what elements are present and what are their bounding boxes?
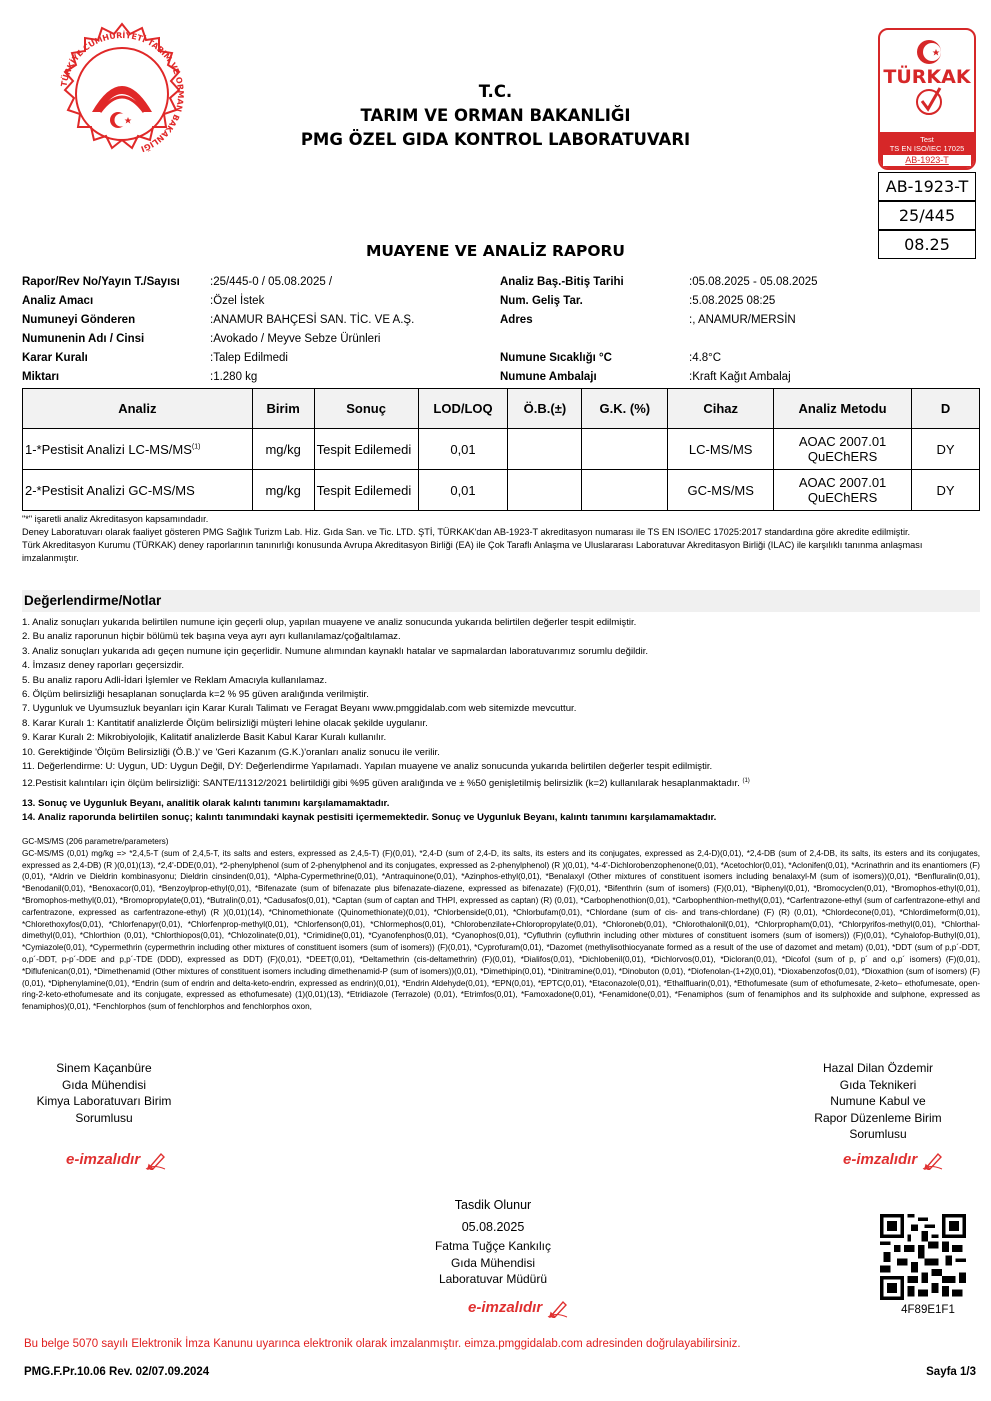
signer-title: Gıda Mühendisi: [450, 1255, 536, 1270]
form-code: PMG.F.Pr.10.06 Rev. 02/07.09.2024: [24, 1366, 210, 1378]
info-row: [22, 349, 502, 368]
method-line: AOAC 2007.01: [798, 434, 887, 449]
info-value: :Avokado / Meyve Sebze Ürünleri: [210, 333, 381, 345]
info-row: [22, 368, 502, 387]
note-line: "*" işaretli analiz Akreditasyon kapsamındadır.: [22, 514, 209, 524]
signature-center: [400, 1194, 586, 1288]
info-row: [500, 273, 980, 292]
eimza-label: e-imzalıdır: [843, 1151, 918, 1169]
cell-text: 1-*Pestisit Analizi LC-MS/MS: [25, 441, 192, 457]
eimza-stamp-right: [843, 1150, 944, 1170]
info-label: Analiz Amacı: [22, 295, 94, 307]
turkak-standard: TS EN ISO/IEC 17025: [889, 144, 965, 153]
accreditation-notes: [22, 513, 980, 565]
info-label: Numune Ambalajı: [500, 371, 597, 383]
eval-item: 7. Uygunluk ve Uyumsuzluk beyanları için Karar Kuralı Talimatı ve Feragat Beyanı www.pmggidalab.com web sitemizde mevcuttur.: [22, 703, 577, 715]
signer-name: Fatma Tuğçe Kankılıç: [434, 1239, 552, 1253]
cell-text: 2-*Pestisit Analizi GC-MS/MS: [25, 482, 195, 498]
info-label: Numune Sıcaklığı °C: [500, 352, 612, 364]
table-row: [23, 429, 980, 470]
info-label: Analiz Baş.-Bitiş Tarihi: [500, 276, 624, 288]
report-title: MUAYENE VE ANALİZ RAPORU: [365, 242, 626, 260]
info-row: [500, 330, 980, 349]
cell-analiz: [23, 429, 253, 470]
info-row: [500, 292, 980, 311]
info-value: :Talep Edilmedi: [210, 352, 288, 364]
cell-cihaz: LC-MS/MS: [668, 429, 774, 470]
accreditation-box-date: 08.25: [878, 230, 976, 259]
info-row: [22, 311, 502, 330]
cell-d: DY: [912, 429, 980, 470]
col-header: Sonuç: [314, 389, 418, 429]
info-label: Rapor/Rev No/Yayın T./Sayısı: [22, 276, 180, 288]
info-value: :Özel İstek: [210, 295, 265, 307]
info-value: :05.08.2025 - 05.08.2025: [689, 276, 818, 288]
col-header: Analiz: [23, 389, 253, 429]
pen-icon: [922, 1150, 944, 1170]
signer-name: Sinem Kaçanbüre: [56, 1061, 152, 1075]
info-label: Num. Geliş Tar.: [500, 295, 583, 307]
eimza-label: e-imzalıdır: [66, 1151, 141, 1169]
turkak-accreditation-logo: [878, 28, 976, 170]
qr-code-icon[interactable]: [880, 1214, 966, 1300]
info-value: :ANAMUR BAHÇESİ SAN. TİC. VE A.Ş.: [210, 314, 415, 326]
col-header: Analiz Metodu: [774, 389, 912, 429]
e-signature-notice: Bu belge 5070 sayılı Elektronik İmza Kanunu uyarınca elektronik olarak imzalanmıştır. eimza.pmggidalab.com adresinden doğrulayabilirsiniz.: [24, 1338, 741, 1350]
gc-parameter-list: [22, 836, 980, 1013]
eval-item: 11. Değerlendirme: U: Uygun, UD: Uygun Değil, DY: Değerlendirme Yapılamadı. Yapılan muayene ve analiz sonucunda yukarıda belirtilen değerler tespit edilmiştir.: [22, 761, 713, 773]
qr-code-label: 4F89E1F1: [901, 1304, 955, 1316]
col-header: D: [912, 389, 980, 429]
signer-role: Laboratuvar Müdürü: [438, 1272, 548, 1286]
cell-analiz: [23, 470, 253, 511]
eval-item: 2. Bu analiz raporunun hiçbir bölümü tek başına veya ayrı ayrı kullanılamaz/çoğaltılamaz.: [22, 631, 401, 643]
signer-name: Hazal Dilan Özdemir: [822, 1061, 934, 1075]
signature-left: [24, 1060, 184, 1126]
cell-d: DY: [912, 470, 980, 511]
eval-item-text: 12.Pestisit kalıntıları için ölçüm belirsizliği: SANTE/11312/2021 belirtildiği gibi %95 güven aralığında ve ± %50 genişletilmiş belirsizlik (k=2) kullanılarak hesaplanmaktadır.: [22, 778, 740, 790]
approval-date: 05.08.2025: [461, 1220, 525, 1234]
cell-ob: [508, 470, 582, 511]
table-header-row: [23, 389, 980, 429]
eimza-label: e-imzalıdır: [468, 1299, 543, 1317]
eimza-stamp-left: [66, 1150, 167, 1170]
eval-item: 5. Bu analiz raporu Adli-İdari İşlemler ve Reklam Amacıyla kullanılamaz.: [22, 674, 327, 686]
cell-lod: 0,01: [418, 470, 508, 511]
eimza-stamp-center: [468, 1298, 569, 1318]
cell-metod: [774, 429, 912, 470]
info-left: [22, 273, 502, 387]
info-right: [500, 273, 980, 387]
cell-ob: [508, 429, 582, 470]
note-line: Deney Laboratuvarı olarak faaliyet gösteren PMG Sağlık Turizm Lab. Hiz. Gıda San. ve Tic. LTD. ŞTİ, TÜRKAK'dan AB-1923-T akreditasyon numarası ile TS EN ISO/IEC 17025:2017 standardına göre akredite edilmiştir.: [22, 527, 911, 537]
cell-sonuc: Tespit Edilemedi: [314, 429, 418, 470]
signer-role: Kimya Laboratuvarı Birim: [36, 1094, 172, 1108]
eval-item: 6. Ölçüm belirsizliği hesaplanan sonuçlarda k=2 % 95 güven aralığında verilmiştir.: [22, 689, 369, 701]
header-line-lab: PMG ÖZEL GIDA KONTROL LABORATUVARI: [300, 130, 691, 149]
eval-item: 3. Analiz sonuçları yukarıda adı geçen numune için geçerlidir. Numune alımından kaynaklı hatalar ve sapmalardan laboratuvarımız sorumlu değildir.: [22, 645, 649, 657]
info-value: :5.08.2025 08:25: [689, 295, 776, 307]
method-line: AOAC 2007.01: [798, 475, 887, 490]
info-value: :25/445-0 / 05.08.2025 /: [210, 276, 333, 288]
info-row: [500, 349, 980, 368]
eval-bold-item: 13. Sonuç ve Uygunluk Beyanı, analitik olarak kalıntı tanımını karşılamamaktadır.: [22, 798, 390, 810]
signer-title: Gıda Mühendisi: [61, 1077, 147, 1092]
info-label: Karar Kuralı: [22, 352, 88, 364]
eval-bold-item: 14. Analiz raporunda belirtilen sonuç; kalıntı tanımındaki kaynak pestisiti içermemektedir. Sonuç ve Uygunluk Beyanı, kalıntı tanımını karşılamamaktadır.: [22, 812, 717, 824]
footnote-ref: (1): [191, 443, 201, 451]
signer-role: Rapor Düzenleme Birim: [814, 1110, 942, 1125]
info-label: Numuneyi Gönderen: [22, 314, 136, 326]
eval-item: 10. Gerektiğinde 'Ölçüm Belirsizliği (Ö.B.)' ve 'Geri Kazanım (G.K.)'oranları analiz sonucu ile verilir.: [22, 746, 440, 758]
results-table: [22, 388, 980, 511]
turkak-code: AB-1923-T: [883, 155, 971, 166]
col-header: Ö.B.(±): [508, 389, 582, 429]
table-row: [23, 470, 980, 511]
info-value: :1.280 kg: [210, 371, 258, 383]
footnote-ref: (1): [742, 778, 750, 785]
header-line-tc: T.C.: [478, 82, 513, 101]
svg-text:TÜRKİYE CUMHURİYETİ TARIM VE O: TÜRKİYE CUMHURİYETİ TARIM VE ORMAN BAKANLIĞI: [59, 30, 186, 154]
page-number: Sayfa 1/3: [926, 1366, 976, 1378]
cell-metod: [774, 470, 912, 511]
info-row: [22, 273, 502, 292]
cell-gk: [582, 470, 668, 511]
method-line: QuEChERS: [807, 490, 878, 505]
signer-role: Sorumlusu: [75, 1110, 133, 1125]
accreditation-box-report: 25/445: [878, 201, 976, 230]
col-header: Cihaz: [668, 389, 774, 429]
info-row: [22, 292, 502, 311]
col-header: Birim: [252, 389, 314, 429]
info-label: Miktarı: [22, 371, 60, 383]
cell-cihaz: GC-MS/MS: [668, 470, 774, 511]
info-value: :4.8°C: [689, 352, 722, 364]
note-line: Türk Akreditasyon Kurumu (TÜRKAK) deney raporlarının tanınırlığı konusunda Avrupa Akreditasyon Birliği (EA) ile Çok Taraflı Anlaşma ve Uluslararası Laboratuvar Akreditasyon Birliği (ILAC) ile karşılıklı tanınma anlaşması imzalanmıştır.: [22, 540, 923, 563]
eval-item: [22, 774, 980, 792]
signer-role: Numune Kabul ve: [830, 1094, 926, 1108]
info-row: [500, 368, 980, 387]
info-value: :Kraft Kağıt Ambalaj: [689, 371, 791, 383]
info-row: [22, 330, 502, 349]
info-label: Adres: [500, 314, 533, 326]
cell-birim: mg/kg: [252, 470, 314, 511]
turkak-brand: TÜRKAK: [883, 66, 971, 88]
pen-icon: [547, 1298, 569, 1318]
info-label: Numunenin Adı / Cinsi: [22, 333, 145, 345]
info-label: [500, 330, 689, 349]
gc-text: GC-MS/MS (0,01) mg/kg => *2,4,5-T (sum of 2,4,5-T, its salts and esters, expressed as 2,4,5-T) (F)(0,01), *2,4-D (sum of 2,4-D, its salts, its esters and its conjugates, expressed as 2,4-D)(0,01), *2,4-DB (sum of 2,4-DB, its salts, its esters and its conjugates, expressed as 2,4-DB) (R )(0,01)(13), *2,4'-DDE(0,01), *2-phenylphenol (sum of 2-phenylphenol and its conjugates, expressed as 2-phenylphenol) (R )(0,01), *4-4'-Dichlorobenzophenone(0,01), *Acetochlor(0,01), *Aclonifen(0,01), *Acrinathrin and its enantiomers (F)(0,01), *Aldrin ve Dieldrin kombinasyonu; Dieldrin cinsinden(0,01), *Alpha-Cypermethrine(0,01), *Antraquinone(0,01), *Azinphos-ethyl(0,01), *Benalaxyl (Other mixtures of constituent isomers including benalaxyl-M (sum of isomers))(0,01), *Benfluralin(0,01), *Benodanil(0,01), *Benoxacor(0,01), *Benzoylprop-ethyl(0,01), *Bifenazate (sum of bifenazate plus bifenazate-diazene, expressed as bifenazate) (F)(0,01), *Bifenthrin (sum of isomers) (F)(0,01), *Biphenyl(0,01), *Bromocyclen(0,01), *Bromophos-ethyl(0,01), *Bromophos-methyl(0,01), *Bromopropylate(0,01), *Butralin(0,01), *Cadusafos(0,01), *Captan (sum of captan and THPI, expressed as captan) (R) (0,01), *Carbophenothion(0,01), *Carbophenthion-methyl(0,01), *Carfentrazone-ethyl (sum of carfentrazone-ethyl and carfentrazone, expressed as carfentrazone-ethyl) (R )(0,01)(14), *Chinomethionate (Quinomethionate)(0,01), *Chlorbenside(0,01), *Chlorbufam(0,01), *Chlordane (sum of cis- and trans-chlordane) (F) (R) (0,01), *Chlordecone(0,01), *Chlordimeform(0,01), *Chlorethoxyfos(0,01), *Chlorfenapyr(0,01), *Chlorfenprop-methyl(0,01), *Chlorfenson(0,01), *Chlormephos(0,01), *Chlorobenzilate+Chloropropylate(0,01), *Chloroneb(0,01), *Chlorothalonil(0,01), *Chlorpropham(0,01), *Chlorpyrifos-methyl(0,01), *Chlorthal-dimethyl(0,01), *Chlorthion (0,01), *Chlorthiopos(0,01), *Chlozolinate(0,01), *Crimidine(0,01), *Cyanofenphos(0,01), *Cyanophos(0,01), *Cyfluthrin (cyfluthrin including other mixtures of constituent isomers (sum of isomers)) (F)(0,01), *Cyhalofop-Buthyl(0,01), *Cymiazole(0,01), *Cypermethrin (cypermethrin including other mixtures of constituent isomers (sum of isomers)) (F)(0,01), *Cyprofuram(0,01), *Dazomet (methylisothiocyanate formed as a result of the use of dazomet and metam) (0,01), *DDT (sum of p,p´-DDT, o,p´-DDT, p-p´-DDE and p,p´-TDE (DDD), expressed as DDT) (F)(0,01), *DEET(0,01), *Deltamethrin (cis-deltamethrin) (F)(0,01), *Dialifos(0,01), *Dichlobenil(0,01), *Dichlorvos(0,01), *Dicloran(0,01), *Dicofol (sum of p, p´ and o,p´ isomers) (F)(0,01), *Diflufenican(0,01), *Dimethenamid (Other mixtures of constituent isomers including dimethenamid-P (sum of isomers))(0,01), *Dimethipin(0,01), *Dinitramine(0,01), *Dinobuton (0,01), *Diofenolan-(1+2)(0,01), *Dioxabenzofos(0,01), *Dioxathion (sum of isomers) (F)(0,01), *Diphenylamine(0,01), *Endrin (sum of endrin and delta-keto-endrin, expressed as endrin)(0,01), *Endrin Aldehyde(0,01), *EPN(0,01), *EPTC(0,01), *Etaconazole(0,01), *Ethalfluarin(0,01), *Ethofumesate (sum of ethofumesate, 2-keto– ethofumesate, open-ring-2-keto-ethofumesate and its conjugate, expressed as ethofumesate) (1)(0,01)(13), *Etridiazole (Terrazole) (0,01), *Etrimfos(0,01), *Famoxadone(0,01), *Fenamidone(0,01), *Fenamiphos (sum of fenamiphos and its sulphoxide and sulphone, expressed as fenamiphos)(0,01), *Fenchlorphos (sum of fenchlorphos and fenchlorphos oxon,: [22, 848, 980, 1012]
signer-role: Sorumlusu: [849, 1127, 907, 1141]
cell-gk: [582, 429, 668, 470]
lab-header: [0, 80, 991, 152]
cell-lod: 0,01: [418, 429, 508, 470]
turkak-test-label: Test: [920, 135, 934, 144]
info-row: [500, 311, 980, 330]
evaluation-heading: Değerlendirme/Notlar: [22, 590, 980, 612]
eval-item: 4. İmzasız deney raporları geçersizdir.: [22, 660, 185, 672]
eval-item: 9. Karar Kuralı 2: Mikrobiyolojik, Kalitatif analizlerde Basit Kabul Karar Kuralı kullanılır.: [22, 732, 387, 744]
method-line: QuEChERS: [807, 449, 878, 464]
cell-sonuc: Tespit Edilemedi: [314, 470, 418, 511]
accreditation-box-code: AB-1923-T: [878, 172, 976, 201]
pen-icon: [145, 1150, 167, 1170]
cell-birim: mg/kg: [252, 429, 314, 470]
info-value: :, ANAMUR/MERSİN: [689, 314, 796, 326]
evaluation-notes: [22, 616, 980, 826]
eval-item: 8. Karar Kuralı 1: Kantitatif analizlerde Ölçüm belirsizliği müşteri lehine olacak şekilde uygulanır.: [22, 717, 428, 729]
header-line-ministry: TARIM VE ORMAN BAKANLIĞI: [360, 106, 631, 125]
signature-right: [800, 1060, 956, 1143]
gc-title: GC-MS/MS (206 parametre/parameters): [22, 837, 169, 846]
eval-item: 1. Analiz sonuçları yukarıda belirtilen numune için geçerli olup, yapılan muayene ve analiz sonucunda yukarıda belirtilen değerler tespit edilmiştir.: [22, 617, 637, 628]
approval-label: Tasdik Olunur: [454, 1198, 532, 1212]
col-header: LOD/LOQ: [418, 389, 508, 429]
signer-title: Gıda Teknikeri: [839, 1077, 917, 1092]
col-header: G.K. (%): [582, 389, 668, 429]
